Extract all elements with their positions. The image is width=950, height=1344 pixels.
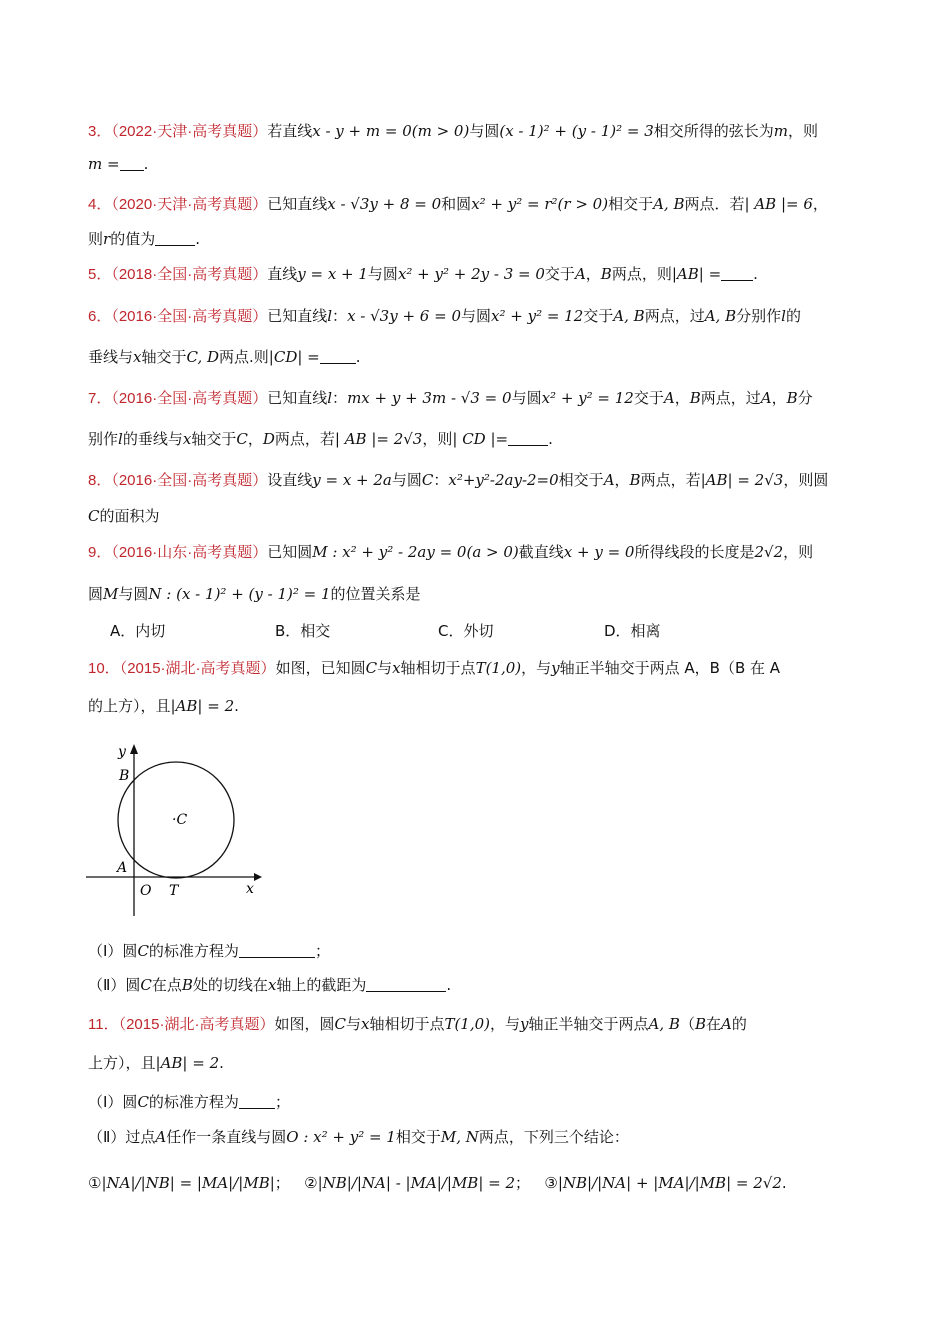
- problem-text: 的: [785, 307, 801, 325]
- problem-text: 直线: [267, 265, 298, 283]
- problem-6-line-1: [88, 305, 878, 328]
- problem-text: ；: [314, 942, 330, 960]
- math-expression: (x - 1)² + (y - 1)² = 3: [499, 122, 654, 140]
- problem-text: 截直线: [518, 543, 564, 561]
- option-c[interactable]: C．外切: [438, 622, 494, 640]
- problem-number: 7．: [88, 390, 112, 407]
- math-expression: y = x + 2a: [312, 471, 392, 489]
- math-expression: C: [334, 1015, 346, 1033]
- math-expression: A: [663, 389, 675, 407]
- math-expression: y: [551, 659, 560, 677]
- problem-8-line-1: [88, 469, 878, 492]
- problem-text: 如图，已知圆: [275, 659, 366, 677]
- problem-7-line-2: [88, 428, 878, 450]
- problem-text: 已知直线: [267, 195, 328, 213]
- problem-text: 两点，若: [640, 471, 701, 489]
- problem-source-tag: （2018·全国·高考真题）: [111, 266, 268, 283]
- math-expression: M, N: [440, 1128, 479, 1146]
- math-expression: x: [133, 348, 142, 366]
- problem-source-tag: （2015·湖北·高考真题）: [119, 660, 276, 677]
- math-expression: x: [392, 659, 401, 677]
- problem-3-line-1: [88, 120, 878, 143]
- math-expression: x - y + m = 0(m > 0): [312, 122, 470, 140]
- answer-blank[interactable]: [320, 349, 356, 364]
- math-expression: C: [140, 976, 152, 994]
- point-t-label: T: [169, 883, 179, 899]
- problem-text: ，则: [788, 122, 819, 140]
- problem-text: ，: [812, 195, 828, 213]
- answer-blank[interactable]: [120, 156, 144, 171]
- math-expression: |AB| = 2√3: [700, 471, 784, 489]
- math-expression: C: [137, 942, 149, 960]
- problem-11-sub-2: [88, 1126, 878, 1148]
- math-expression: r: [103, 230, 111, 248]
- problem-text: ：: [433, 471, 449, 489]
- problem-source-tag: （2016·全国·高考真题）: [111, 472, 268, 489]
- problem-text: ，则: [783, 543, 814, 561]
- problem-text: 相交于: [608, 195, 654, 213]
- problem-text: 的位置关系是: [330, 585, 421, 603]
- problem-text: 已知圆: [267, 543, 313, 561]
- math-expression: | AB |= 2√3: [334, 430, 423, 448]
- answer-blank[interactable]: [239, 943, 315, 958]
- math-expression: C: [365, 659, 378, 677]
- problem-text: 两点，过: [644, 307, 705, 325]
- problem-text: 与: [345, 1015, 361, 1033]
- conclusion-3-marker: ③: [544, 1174, 558, 1192]
- math-expression: x - √3y + 6 = 0: [347, 307, 461, 325]
- math-expression: B: [694, 1015, 706, 1033]
- problem-text: ，则圆: [783, 471, 829, 489]
- math-expression: A: [603, 471, 615, 489]
- math-expression: x²+y²-2ay-2=0: [448, 471, 559, 489]
- problem-text: ，与: [521, 659, 552, 677]
- math-expression: l: [118, 430, 123, 448]
- problem-text: 分: [797, 389, 813, 407]
- problem-text: 与圆: [391, 471, 422, 489]
- origin-o-label: O: [140, 883, 152, 899]
- problem-text: ；: [274, 1174, 290, 1192]
- answer-blank[interactable]: [155, 231, 195, 246]
- math-expression: m =: [88, 155, 120, 173]
- problem-text: 已知直线: [267, 307, 328, 325]
- problem-text: 轴相切于点: [400, 659, 476, 677]
- conclusion-2-expression: |NB|/|NA| - |MA|/|MB| = 2: [317, 1174, 516, 1192]
- problem-text: ，: [771, 389, 787, 407]
- problem-source-tag: （2020·天津·高考真题）: [111, 196, 268, 213]
- math-expression: M : x² + y² - 2ay = 0(a > 0): [312, 543, 519, 561]
- problem-4-line-1: [88, 193, 878, 216]
- y-axis-label: y: [118, 744, 126, 760]
- option-d[interactable]: D．相离: [604, 622, 661, 640]
- problem-text: 交于: [583, 307, 614, 325]
- math-expression: x - √3y + 8 = 0: [327, 195, 442, 213]
- problem-text: 两点，下列三个结论：: [478, 1128, 629, 1146]
- problem-text: .: [753, 265, 758, 283]
- problem-4-line-2: [88, 228, 878, 250]
- problem-text: 的面积为: [99, 507, 160, 525]
- problem-text: 任作一条直线与圆: [166, 1128, 287, 1146]
- math-expression: B: [600, 265, 612, 283]
- problem-text: 与圆: [118, 585, 149, 603]
- problem-text: ；: [515, 1174, 531, 1192]
- problem-number: 11．: [88, 1016, 119, 1033]
- problem-text: ，: [585, 265, 601, 283]
- problem-text: ，: [614, 471, 630, 489]
- problem-text: 轴正半轴交于两点: [528, 1015, 649, 1033]
- problem-text: （Ⅱ）圆: [88, 976, 141, 994]
- circle-tangent-figure: [86, 740, 276, 920]
- problem-text: ：: [332, 307, 348, 325]
- problem-10-line-2: [88, 695, 878, 717]
- problem-9-line-2: [88, 583, 878, 605]
- problem-text: ，: [674, 389, 690, 407]
- math-expression: B: [181, 976, 193, 994]
- math-expression: |AB| = 2: [170, 697, 235, 715]
- problem-3-line-2: [88, 153, 878, 175]
- problem-text: 的垂线与: [122, 430, 183, 448]
- answer-blank[interactable]: [239, 1094, 275, 1109]
- problem-source-tag: （2015·湖北·高考真题）: [118, 1016, 275, 1033]
- math-expression: B: [786, 389, 798, 407]
- problem-text: .: [355, 348, 361, 366]
- point-a-label: A: [117, 860, 128, 876]
- answer-blank[interactable]: [366, 977, 446, 992]
- problem-text: 与圆: [511, 389, 542, 407]
- problem-source-tag: （2016·山东·高考真题）: [111, 544, 268, 561]
- problem-text: 所得线段的长度是: [634, 543, 755, 561]
- math-expression: A: [721, 1015, 732, 1033]
- problem-text: 两点，则: [611, 265, 672, 283]
- problem-text: .: [781, 1174, 787, 1192]
- problem-text: .: [548, 430, 553, 448]
- problem-text: .: [143, 155, 149, 173]
- math-expression: y = x + 1: [297, 265, 368, 283]
- problem-11-line-2: [88, 1052, 878, 1074]
- problem-source-tag: （2016·全国·高考真题）: [111, 308, 268, 325]
- answer-blank[interactable]: [508, 431, 548, 446]
- problem-text: ：: [332, 389, 348, 407]
- problem-source-tag: （2022·天津·高考真题）: [111, 123, 268, 140]
- problem-text: 与圆: [469, 122, 500, 140]
- math-expression: x² + y² + 2y - 3 = 0: [397, 265, 545, 283]
- math-expression: C: [137, 1093, 149, 1111]
- math-expression: A, B: [648, 1015, 680, 1033]
- math-expression: x² + y² = 12: [541, 389, 634, 407]
- problem-9-options: [110, 620, 900, 642]
- problem-text: ，则: [422, 430, 453, 448]
- problem-text: 在点: [151, 976, 182, 994]
- problem-text: 相交所得的弦长为: [653, 122, 774, 140]
- problem-text: （Ⅰ）圆: [88, 942, 138, 960]
- problem-number: 5．: [88, 266, 112, 283]
- problem-10-sub-1: [88, 940, 878, 962]
- math-expression: A: [574, 265, 586, 283]
- option-b[interactable]: B．相交: [275, 622, 331, 640]
- math-expression: T(1,0): [475, 659, 522, 677]
- option-a[interactable]: A．内切: [110, 622, 166, 640]
- problem-text: 若直线: [267, 122, 313, 140]
- problem-number: 6．: [88, 308, 112, 325]
- math-expression: x: [182, 430, 192, 448]
- problem-text: 与: [377, 659, 393, 677]
- y-axis-arrow: [130, 744, 138, 754]
- problem-text: 如图，圆: [274, 1015, 335, 1033]
- problem-text: 轴正半轴交于两点 A，B（B 在 A: [559, 659, 781, 677]
- problem-11-line-1: [88, 1013, 878, 1036]
- math-expression: x: [267, 976, 277, 994]
- math-expression: C, D: [186, 348, 220, 366]
- conclusion-1-marker: ①: [88, 1174, 102, 1192]
- math-expression: A: [760, 389, 772, 407]
- x-axis-arrow: [254, 873, 262, 881]
- problem-text: 垂线与: [88, 348, 134, 366]
- problem-text: 分别作: [736, 307, 782, 325]
- problem-text: 的上方），且: [88, 697, 171, 715]
- math-expression: x² + y² = r²(r > 0): [471, 195, 609, 213]
- problem-text: .: [234, 697, 239, 715]
- problem-text: 交于: [633, 389, 664, 407]
- problem-text: 则: [88, 230, 104, 248]
- math-expression: l: [327, 307, 333, 325]
- math-expression: O : x² + y² = 1: [286, 1128, 396, 1146]
- problem-text: 相交于: [558, 471, 604, 489]
- problem-text: 处的切线在: [192, 976, 268, 994]
- problem-number: 9．: [88, 544, 112, 561]
- problem-text: 轴上的截距为: [276, 976, 367, 994]
- problem-text: .: [446, 976, 452, 994]
- problem-number: 8．: [88, 472, 112, 489]
- math-expression: C: [421, 471, 434, 489]
- problem-text: ，与: [490, 1015, 521, 1033]
- math-expression: T(1,0): [444, 1015, 491, 1033]
- math-expression: C: [236, 430, 248, 448]
- math-expression: A: [155, 1128, 167, 1146]
- problem-text: 与圆: [461, 307, 492, 325]
- math-expression: |AB| = 2: [155, 1054, 220, 1072]
- problem-7-line-1: [88, 387, 878, 410]
- problem-text: 两点，若: [274, 430, 335, 448]
- problem-text: 上方），且: [88, 1054, 156, 1072]
- math-expression: x: [360, 1015, 370, 1033]
- problem-5-line-1: [88, 263, 878, 286]
- math-expression: l: [327, 389, 333, 407]
- problem-text: 轴交于: [141, 348, 187, 366]
- problem-number: 10．: [88, 660, 120, 677]
- math-expression: B: [629, 471, 641, 489]
- math-expression: x + y = 0: [563, 543, 635, 561]
- math-expression: mx + y + 3m - √3 = 0: [347, 389, 512, 407]
- x-axis-label: x: [246, 881, 254, 897]
- conclusion-1-expression: |NA|/|NB| = |MA|/|MB|: [101, 1174, 275, 1192]
- problem-text: .: [219, 1054, 224, 1072]
- math-expression: A, B: [704, 307, 737, 325]
- problem-10-line-1: [88, 657, 878, 680]
- math-expression: A, B: [653, 195, 685, 213]
- problem-6-line-2: [88, 346, 878, 368]
- problem-8-line-2: [88, 505, 878, 527]
- math-expression: | AB |= 6: [744, 195, 813, 213]
- problem-text: 圆: [88, 585, 104, 603]
- math-expression: l: [781, 307, 786, 325]
- conclusion-3-expression: |NB|/|NA| + |MA|/|MB| = 2√2: [557, 1174, 782, 1192]
- math-expression: |AB| =: [671, 265, 722, 283]
- problem-text: 交于: [544, 265, 575, 283]
- problem-text: ；: [274, 1093, 290, 1111]
- problem-text: 的标准方程为: [148, 942, 239, 960]
- math-expression: D: [262, 430, 275, 448]
- problem-text: 已知直线: [267, 389, 328, 407]
- problem-text: 两点，过: [700, 389, 761, 407]
- problem-text: .: [195, 230, 200, 248]
- problem-9-line-1: [88, 541, 878, 564]
- problem-text: 在: [706, 1015, 722, 1033]
- problem-text: ，: [247, 430, 263, 448]
- problem-text: 别作: [88, 430, 119, 448]
- problem-number: 3．: [88, 123, 112, 140]
- math-expression: C: [88, 507, 100, 525]
- problem-11-sub-1: [88, 1091, 878, 1113]
- problem-text: 轴相切于点: [369, 1015, 445, 1033]
- problem-text: （Ⅱ）过点: [88, 1128, 156, 1146]
- math-expression: x² + y² = 12: [491, 307, 584, 325]
- problem-text: 设直线: [267, 471, 313, 489]
- math-expression: m: [773, 122, 789, 140]
- problem-text: （Ⅰ）圆: [88, 1093, 138, 1111]
- math-expression: |CD| =: [268, 348, 320, 366]
- math-expression: | CD |=: [452, 430, 509, 448]
- problem-text: 和圆: [441, 195, 472, 213]
- problem-10-sub-2: [88, 974, 878, 996]
- math-expression: M: [103, 585, 119, 603]
- math-expression: N : (x - 1)² + (y - 1)² = 1: [148, 585, 331, 603]
- problem-text: 轴交于: [191, 430, 237, 448]
- conclusion-2-marker: ②: [304, 1174, 318, 1192]
- problem-text: 两点．若: [684, 195, 745, 213]
- math-expression: 2√2: [754, 543, 784, 561]
- problem-number: 4．: [88, 196, 112, 213]
- point-c-label: ·C: [172, 812, 188, 828]
- math-expression: B: [689, 389, 701, 407]
- problem-text: 与圆: [367, 265, 398, 283]
- problem-text: 相交于: [395, 1128, 441, 1146]
- problem-text: 的标准方程为: [148, 1093, 239, 1111]
- problem-text: （: [679, 1015, 695, 1033]
- problem-source-tag: （2016·全国·高考真题）: [111, 390, 268, 407]
- problem-text: 的值为: [110, 230, 156, 248]
- problem-11-conclusions: [88, 1172, 878, 1194]
- answer-blank[interactable]: [721, 266, 753, 281]
- math-expression: y: [520, 1015, 529, 1033]
- point-b-label: B: [119, 768, 130, 784]
- problem-text: 的: [731, 1015, 747, 1033]
- math-expression: A, B: [613, 307, 645, 325]
- problem-text: 两点.则: [219, 348, 269, 366]
